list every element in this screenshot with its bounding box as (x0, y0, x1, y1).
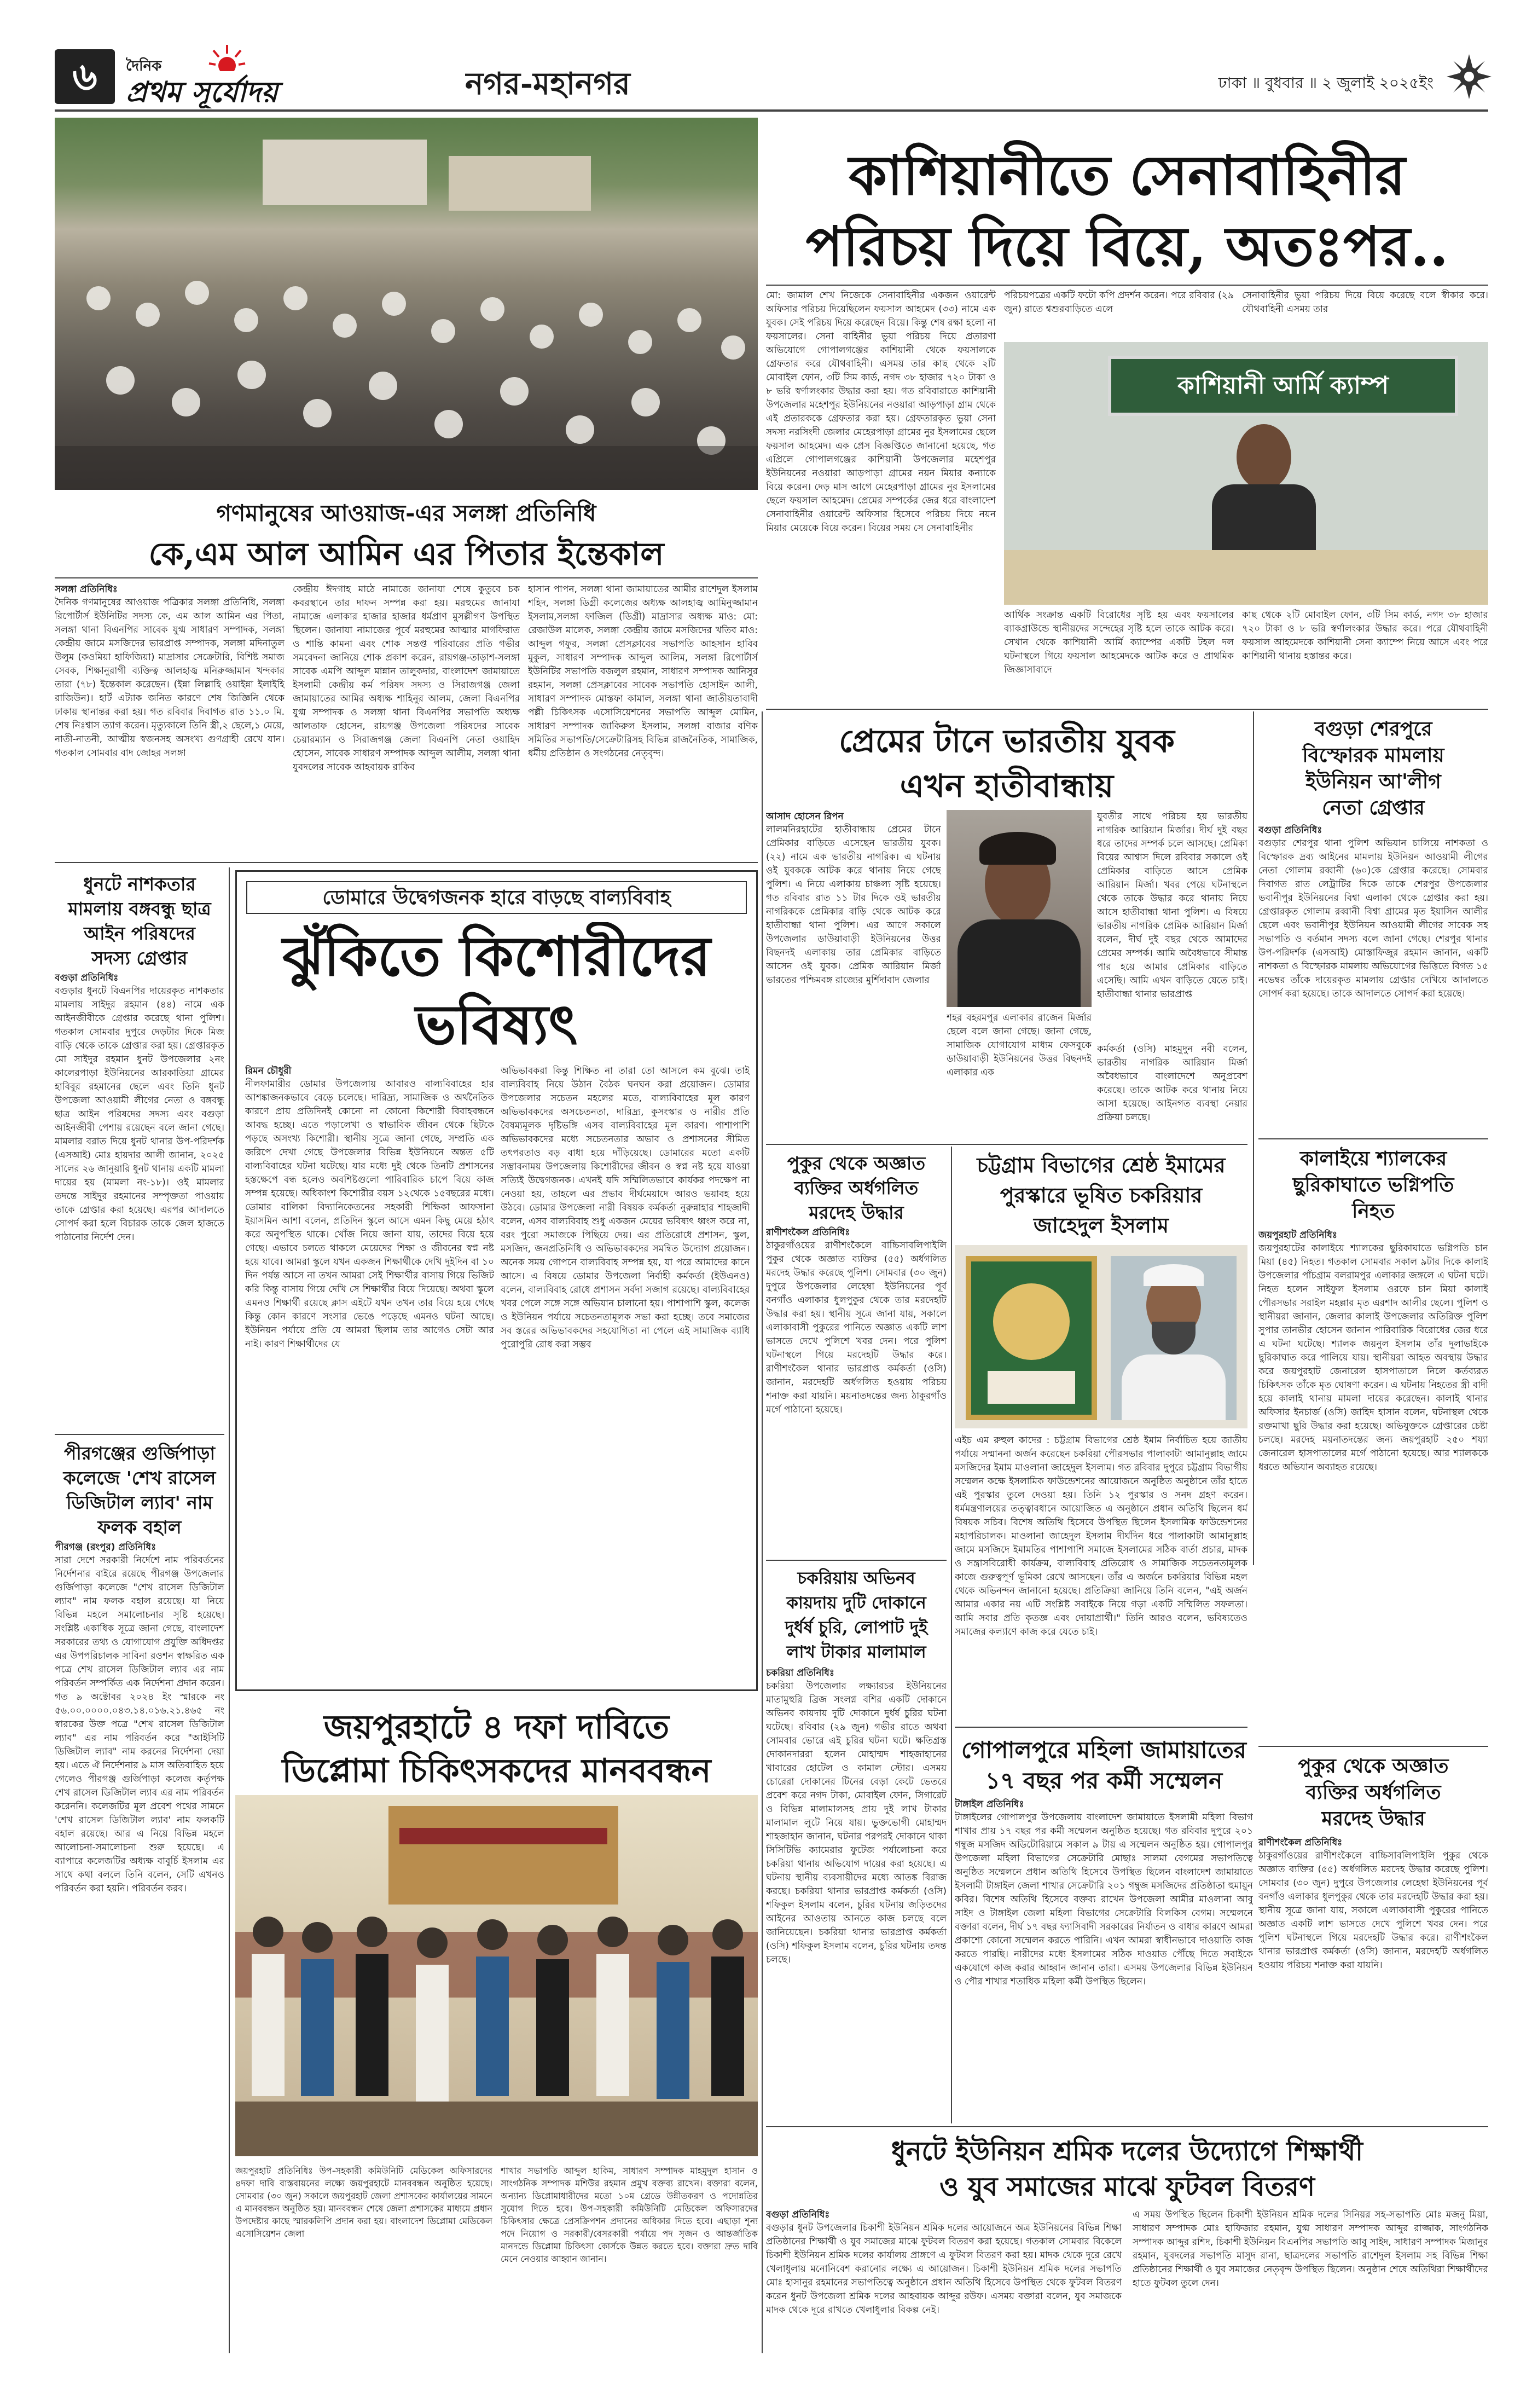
funeral-col1 (55, 583, 285, 856)
imam-portrait (1111, 1256, 1237, 1420)
indian-youth-text-2: যুবতীর সাথে পরিচয় হয় ভারতীয় নাগরিক আরিয়ান মির্জার। দীর্ঘ দুই বছর ধরে তাদের সম্পর্ক চলে আসছে। প্রেমিকা বিয়ের আশ্বাস দিলে রবিবার সকালে ওই প্রেমিকার বাড়িতে আসে প্রেমিক আরিয়ান মির্জা। খবর পেয়ে ঘটনাস্থলে থেকে তাকে উদ্ধার করে থানায় নিয়ে আসে হাতীবান্ধা থানা পুলিশ। এ বিষয়ে ভারতীয় নাগরিক প্রেমিক আরিয়ান মির্জা বলেন, দীর্ঘ দুই বছর থেকে আমাদের প্রেমের সম্পর্ক। আমি অবৈধভাবে সীমান্ত পার হয়ে আমার প্রেমিকার বাড়িতে এসেছি। আমি এখন বাড়িতে যেতে চাই। হাতীবান্ধা থানার ভারপ্রাপ্ত (1097, 811, 1247, 1000)
sherpur-text: বগুড়ার শেরপুর থানা পুলিশ অভিযান চালিয়ে নাশকতা ও বিস্ফোরক দ্রব্য আইনের মামলায় ইউনিয়ন আওয়ামী লীগের নেতা গোলাম রব্বানী (৬০)কে গ্রেপ্তার করেছে। সোমবার দিবাগত রাত লেট্রাটির দিকে তাকে শেরপুর উপজেলার ভবানীপুর ইউনিয়নের বিশ্বা এলাকা থেকে গ্রেপ্তার করা হয়। গ্রেপ্তারকৃত গোলাম রব্বানী বিশ্বা গ্রামের মৃত ইয়াসিন আলীর ছেলে এবং ভবানীপুর ইউনিয়ন আওয়ামী লীগের সাবেক সহ সভাপতি ও বর্তমান সদস্য বলে জানা গেছে। শেরপুর থানার উপ-পরিদর্শক (এসআই) মোস্তাফিজুর রহমান জানান, একটি নাশকতা ও বিস্ফোরক মামলায় অভিযোগের ভিত্তিতে বিগত ১৫ নভেম্বর তাঁকে দায়েরকৃত মামলায় গ্রেপ্তার দেখিয়ে আদালতে সোপর্দ করা হয়েছে। তাকে আদালতে সোপর্দ করা হয়েছে। (1258, 838, 1488, 999)
ornament-icon (1444, 52, 1494, 101)
pond-title-2: ব্যক্তির অর্ধগলিত (794, 1177, 919, 1199)
funeral-text-1: দৈনিক গণমানুষের আওয়াজ পত্রিকার সলঙ্গা প্রতিনিধি, সলঙ্গা রিপোর্টার্স ইউনিটির সদস্য কে, এম আল আমিন এর পিতা, সলঙ্গা থানা বিএনপির সাবেক যুগ্ম সাধারণ সম্পাদক, সলঙ্গা কেন্দ্রীয় জামে মসজিদের ভারপ্রাপ্ত সম্পাদক, সলঙ্গা মদিনাতুল উলুম (কওমিয়া হাফিজিয়া) মাদ্রাসার সেক্রেটারি, বিশিষ্ট সমাজ সেবক, শিক্ষানুরাগী ব্যক্তিত্ব আলহাজ্ব মনিরুজ্জামান খন্দকার তারা (৭৮) ইন্তেকাল করেছেন। (ইন্না লিল্লাহি ওয়াইন্না ইলাইহি রাজিউন)। হার্ট এট্যাক জনিত কারণে শেষ জিজ্ঞিনি থেকে ঢাকায় স্থানান্তর করা হয়। গত রবিবার দিবাগত রাত ১১.০ মি. শেষ নিঃশ্বাস ত্যাগ করেন। মৃত্যুকালে তিনি স্ত্রী,২ ছেলে,১ মেয়ে, নাতী-নাতনী, আত্মীয় স্বজনসহ অসংখ্য গুণগ্রাহী রেখে যান। গতকাল সোমবার বাদ জোহর সলঙ্গা (55, 597, 285, 759)
theft-title-1: চকরিয়ায় অভিনব (797, 1568, 915, 1588)
dhunot-body (55, 971, 224, 1428)
kashiani-col5 (1242, 609, 1488, 707)
kashiani-text-1: মো: জামাল শেখ নিজেকে সেনাবাহিনীর একজন ওয়ারেন্ট অফিসার পরিচয় দিয়েছিলেন ফয়সাল আহমেদ (৩৩) নামে এক যুবক। সেই পরিচয় দিয়ে করেছেন বিয়ে। কিন্তু শেষ রক্ষা হলো না ফয়সালের। সেনা বাহিনীর ভুয়া পরিচয় দিয়ে প্রতারণা অভিযোগে গোপালগঞ্জের কাশিয়ানী থেকে ফয়সালকে গ্রেফতার করে যৌথবাহিনী। এসময় তার কাছ থেকে ২টি মোবাইল ফোন, ৩টি সিম কার্ড, নগদ ৩৮ হাজার ৭২০ টাকা ও ৮ ভরি স্বর্ণালংকার উদ্ধার করা হয়। গত রবিবারাতে কাশিয়ানী উপজেলার মহেশপুর ইউনিয়নের নওয়ারা আড়পাড়া গ্রাম থেকে এই প্রতারককে গ্রেফতার করা হয়। গ্রেফতারকৃত ভুয়া সেনা সদস্য নরসিংদী জেলার মেহেরপাড়া গ্রামের নুর ইসলামের ছেলে ফয়সাল আহমেদ। এক প্রেস বিজ্ঞপ্তিতে জানানো হয়েছে, গত এপ্রিলে গোপালগঞ্জের কাশিয়ানী উপজেলার মহেশপুর ইউনিয়নের নওয়ারা আড়পাড়া গ্রামের নয়ন মিয়ার কন্যাকে বিয়ে করেন। দেড় মাস আগে মেহেরপাড়া গ্রামের নুর ইসলামের ছেলে ফয়সাল আহমেদ। প্রেমের সম্পর্কের জের ধরে বাংলাদেশ সেনাবাহিনীর ওয়ারেন্ট অফিসার হিসেবে পরিচয় দিয়ে নয়ন মিয়ার মেয়েকে বিয়ে করেন। বিয়ের সময় সে সেনাবাহিনীর (766, 290, 996, 534)
football-byline: বগুড়া প্রতিনিধিঃ (766, 2209, 830, 2220)
army-camp-photo (1004, 342, 1488, 605)
pirganj-title-2: কলেজে 'শেখ রাসেল (63, 1467, 216, 1489)
football-col2 (1133, 2208, 1488, 2353)
joypurhat-caption-1 (235, 2164, 492, 2353)
pond-title-3: মরদেহ উদ্ধার (809, 1202, 904, 1223)
logo-text: প্রথম সূর্যোদয় (126, 76, 278, 108)
football-col1 (766, 2208, 1122, 2353)
theft-byline: চকরিয়া প্রতিনিধিঃ (766, 1668, 834, 1678)
joypurhat-title-2: ডিপ্লোমা চিকিৎসকদের মানববন্ধন (282, 1752, 711, 1790)
kashiani-col2 (1004, 289, 1234, 338)
divider (1258, 1746, 1488, 1747)
kashiani-col3 (1242, 289, 1488, 338)
indian-youth-col3 (1097, 1043, 1247, 1138)
theft-title-3: দুর্ধর্ষ চুরি, লোপাট দুই (785, 1618, 928, 1637)
sherpur-title-2: বিস্ফোরক মামলায় (1302, 744, 1444, 767)
pond-right-body (1258, 1836, 1488, 2121)
indian-youth-col1 (766, 810, 941, 1138)
army-camp-sign: কাশিয়ানী আর্মি ক্যাম্প (1108, 356, 1458, 416)
pirganj-byline: পীরগঞ্জ (রংপুর) প্রতিনিধিঃ (55, 1542, 156, 1553)
indian-youth-title-line1: প্রেমের টানে ভারতীয় যুবক (839, 722, 1175, 760)
pond-right-title-3: মরদেহ উদ্ধার (1321, 1807, 1425, 1830)
indian-youth-text-1b: শহর বহরমপুর এলাকার রাজেন মির্জার ছেলে বলে জানা গেছে। জানা গেছে, সামাজিক যোগাযোগ মাধ্যম ফেসবুকে ডাউয়াবাড়ী ইউনিয়নের উত্তর বিছনদই এলাকার এক (947, 1012, 1092, 1078)
sherpur-title-3: ইউনিয়ন আ'লীগ (1305, 770, 1441, 793)
divider (766, 285, 1488, 286)
imam-title-1: চট্টগ্রাম বিভাগের শ্রেষ্ঠ ইমামের (977, 1153, 1226, 1177)
pirganj-text: সারা দেশে সরকারী নির্দেশে নাম পরিবর্তনের নির্দেশনার বাইরে রয়েছে পীরগঞ্জ উপজেলার গুর্জিপাড়া কলেজে "শেখ রাসেল ডিজিটাল ল্যাব" নাম ফলক বহাল রয়েছে। যা নিয়ে বিভিন্ন মহলে সমালোচনার সৃষ্টি হয়েছে। সংশ্লিষ্ট একাধিক সূত্রে জানা গেছে, বাংলাদেশ সরকারের তথ্য ও যোগাযোগ প্রযুক্তি অধিদপ্তর এর উপপরিচালক সাবিনা রওশন স্বাক্ষরিত এক পত্রে শেখ রাসেল ডিজিটাল ল্যাব এর নাম পরিবর্তন সম্পর্কিত এক নির্দেশনা প্রদান করেন। গত ৯ অক্টোবর ২০২৪ ইং স্মারকে নং ৫৬.০০.০০০০.০৪৩.১৪.০১৬.২১.৪৬৫ নং স্বারকের উক্ত পত্রে "শেখ রাসেল ডিজিটাল ল্যাব" এর নাম পরিবর্তন করে "আইসিটি ডিজিটাল ল্যাব" নাম করনের নির্দেশনা দেয়া হয়। এতে ঐ নির্দেশনার ৯ মাস অতিবাহিত হয়ে গেলেও পীরগঞ্জ গুর্জিপাড়া কলেজ কর্তৃপক্ষ শেখ রাসেল ডিজিটাল ল্যাব এর নাম পরিবর্তন করেননি। কলেজটির মূল প্রবেশ পথের সামনে 'শেখ রাসেল ডিজিটাল ল্যাব' নাম ফলকটি বহাল রয়েছে। আর এ নিয়ে বিভিন্ন মহলে আলোচনা-সমালোচনা শুরু হয়েছে। এ ব্যাপারে কলেজটির অধ্যক্ষ বাবুর্চি ইসলাম এর সাথে কথা বললে তিনি বলেন, সেটি এখনও পরিবর্তন করা হয়নি। পরিবর্তন করব। (55, 1555, 224, 1894)
child-marriage-title-1: ঝুঁকিতে কিশোরীদের (282, 924, 711, 988)
pirganj-title-1: পীরগঞ্জের গুর্জিপাড়া (63, 1443, 216, 1464)
child-marriage-text-1: নীলফামারীর ডোমার উপজেলায় আবারও বাল্যবিবাহের হার আশঙ্কাজনকভাবে বেড়ে চলেছে। দারিদ্র্য, সামাজিক ও অর্থনৈতিক কারণে প্রায় প্রতিদিনই কোনো না কোনো কিশোরী বিবাহবন্ধনে আবদ্ধ হচ্ছে। এতে পড়ালেখা ও স্বাভাবিক জীবন থেকে ছিটকে পড়ছে অসংখ্য কিশোরী। স্থানীয় সূত্রে জানা গেছে, সম্প্রতি এক জরিপে দেখা গেছে উপজেলার বিভিন্ন ইউনিয়নে অন্তত ৫টি বাল্যবিবাহের ঘটনা ঘটেছে। যার মধ্যে দুই থেকে তিনটি প্রশাসনের হস্তক্ষেপে বন্ধ হলেও অবশিষ্টগুলো পারিবারিক চাপে বিয়ে কাজ সম্পন্ন হয়েছে। অধিকাংশ কিশোরীর বয়স ১২থেকে ১৫বছরের মধ্যে। ডোমার বালিকা বিদ্যানিকেতনের সহকারী শিক্ষিকা আফসানা ইয়াসমিন আশা বলেন, প্রতিদিন স্কুলে আসে এমন কিছু মেয়ে হঠাৎ করে অনুপস্থিত থাকে। খোঁজ নিয়ে জানা যায়, তাদের বিয়ে হয়ে গেছে। এভাবে চলতে থাকলে মেয়েদের শিক্ষা ও জীবনের স্বপ্ন নষ্ট হয়ে যাবে। আমরা স্কুলে যখন একজন শিক্ষার্থীকে দেখি দুইদিন বা ১০ দিন পর্যন্ত আসে না তখন আমরা সেই শিক্ষার্থীর বাসায় গিয়ে ভিজিট করি কিন্তু বাসায় গিয়ে দেখি সে শিক্ষার্থীর বিয়ে দিয়েছে। অথবা স্কুলে এমনও শিক্ষার্থী রয়েছে ক্লাস এইটে যখন তখন তার বিয়ে হয়ে গেছে কিন্তু কোন কারণে সংসার ভেঙে পড়েছে এমনও ঘটনা আছে। ইউনিয়ন পর্যায়ে প্রতি যে আমরা ছিলাম তার আগেও সেটা আর নাই। কারণ শিক্ষার্থীদের যে (245, 1079, 494, 1350)
dhunot-title-2: মামলায় বঙ্গবন্ধু ছাত্র (68, 898, 211, 919)
award-plaque (966, 1256, 1097, 1420)
divider (229, 867, 230, 2353)
indian-youth-text-3: কর্মকর্তা (ওসি) মাহমুদুন নবী বলেন, ভারতীয় নাগরিক আরিয়ান মির্জা অবৈধভাবে বাংলাদেশে অনুপ্রবেশ করেছে। তাকে আটক করে থানায় নিয়ে আসা হয়েছে। আইনগত ব্যবস্থা নেয়ার প্রক্রিয়া চলছে। (1097, 1044, 1247, 1123)
dhunot-text: বগুড়ার ধুনটে বিএনপির দায়েরকৃত নাশকতার মামলায় সাইদুর রহমান (৪৪) নামে এক আইনজীবীকে গ্রেপ্তার করেছে থানা পুলিশ। গতকাল সোমবার দুপুরে দেড়টার দিকে মিজ বাড়ি থেকে তাকে গ্রেপ্তার করা হয়। গ্রেপ্তারকৃত মো সাইদুর রহমান ধুনট উপজেলার ২নং কালেরপাড়া ইউনিয়নের আরকাতিয়া গ্রামের হাবিবুর রহমানের ছেলে এবং তিনি ধুনট উপজেলা আওয়ামী লীগের নেতা ও বঙ্গবন্ধু ছাত্র আইন পরিষদের সদস্য এবং বগুড়া আইনজীবী পেশায় রয়েছেন বলে জানা গেছে। মামলার বরাত দিয়ে ধুনট থানার উপ-পরিদর্শক (এসআই) মোঃ হায়দার আলী জানান, ২০২৫ সালের ২৬ জানুয়ারি ধুনট থানায় একটি মামলা দায়ের হয় (মামলা নং-১৮)। ওই মামলার তদন্তে সাইদুর রহমানের সম্পৃক্ততা পাওয়ায় তাকে গ্রেপ্তার করা হয়েছে। এরপর আদালতে সোপর্দ করা হলে বিচারক তাকে জেল হাজতে পাঠানোর নির্দেশ দেন। (55, 986, 224, 1243)
kalai-title-1: কালাইয়ে শ্যালকের (1299, 1147, 1447, 1170)
joypurhat-caption-text-2: শাখার সভাপতি আব্দুল হাকিম, সাধারণ সম্পাদক মাহমুদুল হাসান ও সাংগঠনিক সম্পাদক মশিউর রহমান প্রমুখ বক্তব্য রাখেন। বক্তারা বলেন, অন্যান্য ডিপ্লোমাধারীদের মতো ১০ম গ্রেডে উন্নীতকরণ ও পদোন্নতির সুযোগ দিতে হবে। উপ-সহকারী কমিউনিটি মেডিকেল অফিসারদের চিকিৎসার ক্ষেত্রে প্রেসক্রিপশন প্রদানের অধিকার দিতে হবে। এছাড়া শূন্য পদে নিয়োগ ও সরকারী/বেসরকারী পর্যায়ে পদ সৃজন ও আন্তর্জাতিক মানদন্ডে ডিপ্লোমা চিকিৎসা কোর্সকে উন্নত করতে হবে। বক্তারা দ্রুত দাবি মেনে নেওয়ার আহ্বান জানান। (501, 2166, 758, 2264)
indian-youth-text-1: লালমনিরহাটের হাতীবান্ধায় প্রেমের টানে প্রেমিকার বাড়িতে এসেছেন ভারতীয় যুবক। (২২) নামে এক ভারতীয় নাগরিক। এ ঘটনায় ওই যুবককে আটক করে থানায় নিয়ে গেছে পুলিশ। এ নিয়ে এলাকায় চাঞ্চল্য সৃষ্টি হয়েছে। গত রবিবার রাত ১১ টার দিকে ওই ভারতীয় নাগরিককে প্রেমিকার বাড়ি থেকে আটক করে হাতীবান্ধা থানা পুলিশ। এর আগে সকালে উপজেলার ডাউয়াবাড়ী ইউনিয়নের উত্তর বিছনদই এলাকায় তার প্রেমিকার বাড়িতে আসেন ওই যুবক। প্রেমিক আরিয়ান মির্জা ভারতের পশ্চিমবঙ্গ রাজ্যের মুর্শিদাবাদ জেলার (766, 824, 941, 986)
human-chain-photo (235, 1795, 758, 2156)
seized-items-table (1004, 550, 1488, 605)
newspaper-logo (126, 44, 427, 109)
child-marriage-title-2: ভবিষ্যৎ (415, 992, 578, 1057)
section-title: নগর-মহানগর (465, 66, 630, 102)
pirganj-title-3: ডিজিটাল ল্যাব' নাম (66, 1492, 213, 1513)
funeral-byline: সলঙ্গা প্রতিনিধিঃ (55, 584, 118, 595)
kashiani-title-line2: পরিচয় দিয়ে বিয়ে, অতঃপর.. (805, 214, 1449, 279)
indian-youth-byline: আসাদ হোসেন রিপন (766, 811, 844, 822)
divider (55, 577, 758, 578)
football-title-1: ধুনটে ইউনিয়ন শ্রমিক দলের উদ্যোগে শিক্ষার্থী (891, 2136, 1363, 2167)
child-marriage-text-2: অভিভাবকরা কিন্তু শিক্ষিত না তারা তো আসলে কম বুঝে। তাই বাল্যবিবাহ নিয়ে উঠান বৈঠক ঘনঘন করা প্রয়োজন। ডোমার উপজেলার সচেতন মহলের মতে, বাল্যবিবাহের মূল কারণ অভিভাবকদের অসচেতনতা, দারিদ্র্য, কুসংস্কার ও নারীর প্রতি বৈষম্যমূলক দৃষ্টিভঙ্গি এসব বাল্যবিবাহের মূল কারণ। পাশাপাশি অভিভাবকদের মধ্যে সচেতনতার অভাব ও প্রশাসনের সীমিত তৎপরতাও বড় বাধা হয়ে দাঁড়িয়েছে। ডোমারের মতো একটি সম্ভাবনাময় উপজেলায় কিশোরীদের জীবন ও স্বপ্ন নষ্ট হয়ে যাওয়া সত্যিই উদ্বেগজনক। এখনই যদি সম্মিলিতভাবে কার্যকর পদক্ষেপ না নেওয়া হয়, তাহলে এর প্রভাব দীর্ঘমেয়াদে আরও ভয়াবহ হয়ে উঠবে। ডোমার উপজেলা নারী বিষয়ক কর্মকর্তা নুরুন্নাহার শাহজাদী বলেন, এসব বাল্যবিবাহ শুধু একজন মেয়ের ভবিষ্যৎ ধ্বংস করে না, বরং পুরো সমাজকে পিছিয়ে দেয়। এর প্রতিরোধে প্রশাসন, স্কুল, মসজিদ, জনপ্রতিনিধি ও অভিভাবকদের সমন্বিত উদ্যোগ প্রয়োজন। অনেক সময় গোপনে বাল্যবিবাহ সম্পন্ন হয়, যা পরে আমাদের কানে আসে। এ বিষয়ে ডোমার উপজেলা নির্বাহী কর্মকর্তা (ইউএনও) বলেন, বাল্যবিবাহ রোধে প্রশাসন সর্বদা সজাগ রয়েছে। বাল্যবিবাহের খবর পেলে সঙ্গে সঙ্গে অভিযান চালানো হয়। পাশাপাশি স্কুল, কলেজ ও ইউনিয়ন পর্যায়ে সচেতনতামূলক সভা করা হচ্ছে। তবে সমাজের সব স্তরের অভিভাবকদের সহযোগিতা না পেলে এই সামাজিক ব্যাধি পুরোপুরি রোধ করা সম্ভব (501, 1066, 750, 1350)
kashiani-col4 (1004, 609, 1234, 707)
indian-youth-col1b (947, 1011, 1092, 1137)
child-marriage-kicker: ডোমারে উদ্বেগজনক হারে বাড়ছে বাল্যবিবাহ (246, 881, 747, 914)
dhunot-title-4: সদস্য গ্রেপ্তার (91, 947, 188, 969)
child-marriage-col1 (245, 1064, 494, 1686)
pond-right-byline: রাণীশংকৈল প্রতিনিধিঃ (1258, 1837, 1343, 1848)
pond-right-text: ঠাকুরগাঁওয়ের রাণীশংকৈলে বাচ্চিসাবলিপাইলি পুকুর থেকে অজ্ঞাত ব্যক্তির (৫৫) অর্ধগলিত মরদেহ উদ্ধার করেছে পুলিশ। সোমবার (৩০ জুন) দুপুরে উপজেলার লেহেম্বা ইউনিয়নের পূর্ব বনগাঁও এলাকার ধুলপুকুর থেকে তার মরদেহটি উদ্ধার করা হয়। স্থানীয় সূত্রে জানা যায়, সকালে এলাকাবাসী পুকুরের পানিতে অজ্ঞাত একটি লাশ ভাসতে দেখে পুলিশে খবর দেন। পরে পুলিশ ঘটনাস্থলে গিয়ে মরদেহটি উদ্ধার করে। রাণীশংকৈল থানার ভারপ্রাপ্ত কর্মকর্তা (ওসি) জানান, মরদেহটি অর্ধগলিত হওয়ায় পরিচয় শনাক্ত করা যায়নি। (1258, 1850, 1488, 1971)
gopalpur-body (955, 1798, 1253, 2123)
football-title-2: ও যুব সমাজের মাঝে ফুটবল বিতরণ (939, 2172, 1315, 2202)
funeral-col3 (528, 583, 758, 856)
funeral-text-2: কেন্দ্রীয় ঈদগাহ মাঠে নামাজে জানাযা শেষে কুতুবে চক কবরস্থানে তার দাফন সম্পন্ন করা হয়। মরহুমের জানাযা নামাজে এলাকার হাজার হাজার ধর্মপ্রাণ মুসল্লীগণ উপস্থিত ছিলেন। জানাযা নামাজের পূর্বে মরহুমের আত্মার মাগফিরাত ও শান্তি কামনা এবং শোক সন্তপ্ত পরিবারের প্রতি গভীর সমবেদনা জানিয়ে শোক প্রকাশ করেন, রায়গঞ্জ-তাড়াশ-সলঙ্গা সাবেক এমপি আব্দুল মান্নান তালুকদার, বাংলাদেশ জামায়াতে ইসলামী কেন্দ্রীয় কর্ম পরিষদ সদস্য ও সিরাজগঞ্জ জেলা জামায়াতের আমির অধ্যক্ষ শাহিনুর আলম, জেলা বিএনপির যুগ্ম সম্পাদক ও সলঙ্গা থানা বিএনপির সভাপতি অধ্যক্ষ আলতাফ হোসেন, রায়গঞ্জ উপজেলা পরিষদের সাবেক চেয়ারম্যান ও সিরাজগঞ্জ জেলা বিএনপি নেতা ওয়াহিদ হোসেন, সাবেক সাধারণ সম্পাদক আব্দুল আলীম, সলঙ্গা থানা যুবদলের সাবেক আহবায়ক রাকিব (293, 584, 520, 773)
divider (762, 711, 763, 2353)
kalai-title-3: নিহত (1352, 1200, 1395, 1223)
dateline: ঢাকা ॥ বুধবার ॥ ২ জুলাই ২০২৫ইং (1218, 74, 1434, 92)
funeral-title-line2: কে,এম আল আমিন এর পিতার ইন্তেকাল (148, 535, 664, 572)
sherpur-byline: বগুড়া প্রতিনিধিঃ (1258, 825, 1322, 836)
joypurhat-title-1: জয়পুরহাটে ৪ দফা দাবিতে (323, 1708, 670, 1746)
theft-text: চকরিয়া উপজেলার লক্ষ্যারচর ইউনিয়নের মাতামুহুরি ব্রিজ সংলগ্ন বশির একটি দোকানে অভিনব কায়দায় দুটি দোকানে দুর্ধর্ষ চুরির ঘটনা ঘটেছে। রবিবার (২৯ জুন) গভীর রাতে অথবা সোমবার ভোরে এই চুরির ঘটনা ঘটে। ক্ষতিগ্রস্ত দোকানদাররা হলেন মোহাম্মদ শাহজাহানের খাবারের হোটেল ও কামাল স্টোর। এসময় চোরেরা দোকানের টিনের বেড়া কেটে ভেতরে প্রবেশ করে নগদ টাকা, মোবাইল ফোন, সিগারেট ও বিভিন্ন মালামালসহ প্রায় দুই লাখ টাকার মালামাল লুটে নিয়ে যায়। ভুক্তভোগী মোহাম্মদ শাহজাহান জানান, ঘটনার পরপরই দোকানে থাকা সিসিটিভি ক্যামেরার ফুটেজ পর্যালোচনা করে চকরিয়া থানায় অভিযোগ দায়ের করা হয়েছে। এ ঘটনায় স্থানীয় ব্যবসায়ীদের মধ্যে আতঙ্ক বিরাজ করছে। চকরিয়া থানার ভারপ্রাপ্ত কর্মকর্তা (ওসি) শফিকুল ইসলাম বলেন, চুরির ঘটনায় জড়িতদের আইনের আওতায় আনতে কাজ চলছে বলে জানিয়েছেন। চকরিয়া থানার ভারপ্রাপ্ত কর্মকর্তা (ওসি) শফিকুল ইসলাম বলেন, চুরির ঘটনায় তদন্ত চলছে। (766, 1681, 947, 1965)
imam-title-3: জাহেদুল ইসলাম (1033, 1213, 1169, 1237)
imam-body (955, 1434, 1247, 1721)
indian-youth-col2 (1097, 810, 1247, 1040)
divider (955, 1727, 1247, 1728)
divider (766, 709, 1488, 710)
funeral-text-3: হাসান পাপন, সলঙ্গা থানা জামায়াতের আমীর রাশেদুল ইসলাম শহিদ, সলঙ্গা ডিগ্রী কলেজের অধ্যক্ষ আলহাজ্ব আমিনুজ্জামান ইসলাম,সলঙ্গা ফাজিল (ডিগ্রী) মাদ্রাসার অধ্যক্ষ মাও: মো: রেজাউল মালেক, সলঙ্গা কেন্দ্রীয় জামে মসজিদের খতিব মাও: আব্দুল গফুর, সলঙ্গা প্রেসক্লাবের সভাপতি আহসান হাবিব মুকুল, সাধারণ সম্পাদক আব্দুল আলিম, সলঙ্গা রিপোর্টার্স ইউনিটির সভাপতি বজলুল রহমান, সাধারণ সম্পাদক আনিসুর রহমান, সলঙ্গা প্রেসক্লাবের সাবেক সভাপতি হোসাইন আলী, সাধারণ সম্পাদক মোস্তফা কামাল, সলঙ্গা থানা জাতীয়তাবাদী পল্লী চিকিৎসক এসোসিয়েশনের সভাপতি আব্দুল মোমিন, সাধারণ সম্পাদক জাকিরুল ইসলাম, সলঙ্গা বাজার বণিক সমিতির সভাপতি/সেক্রেটারিসহ বিভিন্ন রাজনৈতিক, সামাজিক, ধর্মীয় প্রতিষ্ঠান ও সংগঠনের নেতৃবৃন্দ। (528, 584, 758, 759)
imam-title-2: পুরস্কারে ভূষিত চকরিয়ার (1000, 1183, 1203, 1207)
pirganj-body (55, 1541, 224, 2353)
gopalpur-title-1: গোপালপুরে মহিলা জামায়াতের (961, 1736, 1246, 1763)
kalai-byline: জয়পুরহাট প্রতিনিধিঃ (1258, 1230, 1337, 1241)
theft-title-2: কায়দায় দুটি দোকানে (786, 1593, 926, 1613)
dhunot-title-3: আইন পরিষদের (84, 923, 195, 944)
pond-right-title-2: ব্যক্তির অর্ধগলিত (1305, 1781, 1441, 1804)
joypurhat-caption-text-1: জয়পুরহাট প্রতিনিধিঃ উপ-সহকারী কমিউনিটি মেডিকেল অফিসারদের ৪দফা দাবি বাস্তবায়নের লক্ষ্যে জয়পুরহাটে মানববন্ধন অনুষ্ঠিত হয়েছে। সোমবার (৩০ জুন) সকালে জয়পুরহাট জেলা প্রশাসকের কার্যালয়ের সামনে এ মানববন্ধন অনুষ্ঠিত হয়। মানববন্ধন শেষে জেলা প্রশাসকের মাধ্যমে প্রধান উপদেষ্টার কাছে স্মারকলিপি প্রদান করা হয়। বাংলাদেশ ডিপ্লোমা মেডিকেল এসোসিয়েশন জেলা (235, 2166, 492, 2239)
dhunot-title-1: ধুনটে নাশকতার (83, 873, 196, 895)
sherpur-title-4: নেতা গ্রেপ্তার (1322, 796, 1425, 819)
divider (766, 2126, 1488, 2127)
joypurhat-caption-2 (501, 2164, 758, 2353)
sun-logo-icon (208, 44, 246, 71)
child-marriage-byline: রিমন চৌধুরী (245, 1066, 292, 1076)
gopalpur-title-2: ১৭ বছর পর কর্মী সম্মেলন (985, 1767, 1223, 1793)
pond-body (766, 1226, 947, 1554)
kashiani-text-5: কাছ থেকে ২টি মোবাইল ফোন, ৩টি সিম কার্ড, নগদ ৩৮ হাজার ৭২০ টাকা ও ৮ ভরি স্বর্ণালংকার উদ্ধার করে। পরে যৌথবাহিনী ফয়সাল আহমেদকে কাশিয়ানী সেনা ক্যাম্পে নিয়ে আসে এবং পরে কাশিয়ানী থানায় হস্তান্তর করে। (1242, 610, 1488, 662)
kalai-title-2: ছুরিকাঘাতে ভগ্নিপতি (1292, 1173, 1454, 1196)
kalai-text: জয়পুরহাটের কালাইয়ে শ্যালকের ছুরিকাঘাতে ভগ্নিপতি চান মিয়া (৪৫) নিহত। গতকাল সোমবার সকাল ৯টার দিকে কালাই উপজেলার পাঁচগ্রাম বলরামপুর এলাকার জঙ্গলে এ ঘটনা ঘটে। নিহত হলেন সাইফুল ইসলাম ওরফে চান মিয়া কালাই পৌরসভার সরাইল মহল্লার মৃত এরশাদ আলীর ছেলে। পুলিশ ও স্থানীয়রা জানান, জেলার কালাই উপজেলার অতিরিক্ত পুলিশ সুপার তানভীর হোসেন জানান পারিবারিক বিরোধের জের ধরে এ ঘটনা ঘটেছে। শ্যালক জয়নুল ইসলাম তাঁর দুলাভাইকে ছুরিকাঘাত করে পালিয়ে যায়। স্থানীয়রা আহত অবস্থায় উদ্ধার করে জয়পুরহাট জেনারেল হাসপাতালে নিলে কর্তব্যরত চিকিৎসক তাঁকে মৃত ঘোষণা করেন। এ ঘটনায় নিহতের স্ত্রী বাদী হয়ে কালাই থানায় মামলা দায়ের করেছেন। কালাই থানার অফিসার ইনচার্জ (ওসি) জাহিদ হাসান বলেন, ঘটনাস্থল থেকে রক্তমাখা ছুরি উদ্ধার করা হয়েছে। অভিযুক্তকে গ্রেপ্তারের চেষ্টা চলছে। মরদেহ ময়নাতদন্তের জন্য জয়পুরহাট ২৫০ শয্যা জেনারেল হাসপাতালের মর্গে পাঠানো হয়েছে। আর শ্যালককে ধরতে অভিযান অব্যাহত রয়েছে। (1258, 1243, 1488, 1473)
pirganj-title-4: ফলক বহাল (97, 1516, 182, 1538)
sherpur-title-1: বগুড়া শেরপুরে (1314, 717, 1432, 740)
indian-youth-title-line2: এখন হাতীবান্ধায় (900, 767, 1114, 804)
kashiani-text-4: আর্থিক সংক্রান্ত একটি বিরোধের সৃষ্টি হয় এবং ফয়সালের ব্যাকগ্রাউন্ডে স্থানীয়দের সন্দেহের সৃষ্টি হলে তাকে আটক করে। সেখান থেকে কাশিয়ানী আর্মি ক্যাম্পের একটি টহল দল ঘটনাস্থলে গিয়ে ফয়সাল আহমেদকে আটক করে ও প্রাথমিক জিজ্ঞাসাবাদে (1004, 610, 1234, 675)
gopalpur-byline: টাঙ্গাইল প্রতিনিধিঃ (955, 1799, 1024, 1810)
funeral-crowd-photo (55, 118, 758, 490)
imam-text: এইচ এম রুহুল কাদের : চট্টগ্রাম বিভাগের শ্রেষ্ঠ ইমাম নির্বাচিত হয়ে জাতীয় পর্যায়ে সম্মাননা অর্জন করেছেন চকরিয়া পৌরসভার পালাকাটা আমানুল্লাহ জামে মসজিদের ইমাম মাওলানা জাহেদুল ইসলাম। গত রবিবার দুপুরে চট্টগ্রাম বিভাগীয় সম্মেলন কক্ষে ইসলামিক ফাউন্ডেশনের আয়োজনে অনুষ্ঠিত অনুষ্ঠানে তাঁর হাতে এই পুরস্কার তুলে দেওয়া হয়। তিনি ১২ পুরস্কার ও সনদ গ্রহণ করেন। ধর্মমন্ত্রণালয়ের তত্ত্বাবধানে আয়োজিত এ অনুষ্ঠানে প্রধান অতিথি ছিলেন ধর্ম বিষয়ক সচিব। বিশেষ অতিথি হিসেবে উপস্থিত ছিলেন ইসলামিক ফাউন্ডেশনের মহাপরিচালক। মাওলানা জাহেদুল ইসলাম দীর্ঘদিন ধরে পালাকাটা আমানুল্লাহ জামে মসজিদে ইমামতির পাশাপাশি সমাজে ইসলামের সঠিক বার্তা প্রচার, মাদক ও সন্ত্রাসবিরোধী কার্যক্রম, বাল্যবিবাহ প্রতিরোধ ও সামাজিক সচেতনতামূলক কাজে গুরুত্বপূর্ণ ভূমিকা রেখে আসছেন। তাঁর এ অর্জনে চকরিয়ার বিভিন্ন মহল থেকে অভিনন্দন জানানো হয়েছে। প্রতিক্রিয়া জানিয়ে তিনি বলেন, "এই অর্জন আমার একার নয় এটি সংশ্লিষ্ট সবাইকে নিয়ে গড়া একটি সম্মিলিত সফলতা। আমি সবার প্রতি কৃতজ্ঞ এবং দোয়াপ্রার্থী।" তিনি আরও বলেন, ভবিষ্যতেও সমাজের কল্যাণে কাজ করে যেতে চাই। (955, 1435, 1247, 1637)
kashiani-text-3: সেনাবাহিনীর ভুয়া পরিচয় দিয়ে বিয়ে করেছে বলে স্বীকার করে। যৌথবাহিনী এসময় তার (1242, 290, 1488, 315)
funeral-col2 (293, 583, 520, 856)
theft-body (766, 1666, 947, 2123)
masthead-rule (55, 109, 1488, 112)
divider (1253, 711, 1254, 1565)
pond-byline: রাণীশংকৈল প্রতিনিধিঃ (766, 1227, 850, 1238)
child-marriage-col2 (501, 1064, 750, 1686)
football-text-1: বগুড়ার ধুনট উপজেলার চিকাশী ইউনিয়ন শ্রমিক দলের আয়োজনে অত্র ইউনিয়নের বিভিন্ন শিক্ষা প্রতিষ্ঠানের শিক্ষার্থী ও যুব সমাজের মাঝে ফুটবল বিতরণ করা হয়েছে। গতকাল সোমবার বিকেলে চিকাশী ইউনিয়ন শ্রমিক দলের কার্যালয় প্রাঙ্গণে এ ফুটবল বিতরণ করা হয়। মাদক থেকে দূরে রেখে খেলাধুলায় মনোনিবেশ করানোর লক্ষ্যে এ আয়োজন। চিকাশী ইউনিয়ন শ্রমিক দলের সভাপতি মোঃ হাসানুর রহমানের সভাপতিত্বে অনুষ্ঠানে প্রধান অতিথি হিসেবে উপস্থিত থেকে ফুটবল বিতরণ করেন ধুনট উপজেলা শ্রমিক দলের আহবায়ক আব্দুর রউফ। এসময় বক্তারা বলেন, যুব সমাজকে মাদক থেকে দূরে রাখতে খেলাধুলার বিকল্প নেই। (766, 2222, 1122, 2316)
kashiani-text-2: পরিচয়পত্রের একটি ফটো কপি প্রদর্শন করেন। পরে রবিবার (২৯ জুন) রাতে শ্বশুরবাড়িতে এলে (1004, 290, 1234, 315)
pond-right-title-1: পুকুর থেকে অজ্ঞাত (1298, 1755, 1449, 1778)
funeral-title-line1: গণমানুষের আওয়াজ-এর সলঙ্গা প্রতিনিধি (216, 500, 596, 526)
theft-title-4: লাখ টাকার মালামাল (786, 1642, 926, 1662)
kashiani-col1 (766, 289, 996, 705)
kalai-body (1258, 1229, 1488, 1740)
kashiani-title-line1: কাশিয়ানীতে সেনাবাহিনীর (849, 143, 1406, 207)
divider (766, 1560, 947, 1561)
divider (55, 862, 758, 863)
divider (55, 1434, 224, 1435)
masthead (0, 0, 1532, 115)
logo-small-text: দৈনিক (126, 58, 162, 72)
divider (1258, 1138, 1488, 1139)
football-text-2: এ সময় উপস্থিত ছিলেন চিকাশী ইউনিয়ন শ্রমিক দলের সিনিয়র সহ-সভাপতি মোঃ মজনু মিয়া, সাধারণ সম্পাদক মোঃ হাফিজার রহমান, যুগ্ম সাধারণ সম্পাদক আব্দুর রাজ্জাক, সাংগঠনিক সম্পাদক আব্দুর রশিদ, চিকাশী ইউনিয়ন বিএনপির সভাপতি আবু সাইদ, সাধারণ সম্পাদক মিজানুর রহমান, যুবদলের সভাপতি মাসুদ রানা, ছাত্রদলের সভাপতি রাশেদুল ইসলাম সহ বিভিন্ন শিক্ষা প্রতিষ্ঠানের শিক্ষার্থী ও যুব সমাজের নেতৃবৃন্দ উপস্থিত ছিলেন। অনুষ্ঠান শেষে অতিথিরা শিক্ষার্থীদের হাতে ফুটবল তুলে দেন। (1133, 2209, 1488, 2289)
pond-title-1: পুকুর থেকে অজ্ঞাত (787, 1153, 926, 1174)
sherpur-body (1258, 824, 1488, 1130)
gopalpur-text: টাঙ্গাইলের গোপালপুর উপজেলায় বাংলাদেশ জামায়াতে ইসলামী মহিলা বিভাগ শাখার প্রায় ১৭ বছর পর কর্মী সম্মেলন অনুষ্ঠিত হয়েছে। গত রবিবার দুপুরে ২০১ গম্বুজ মসজিদ অডিটোরিয়ামে সকাল ৯ টায় এ সম্মেলন অনুষ্ঠিত হয়। গোপালপুর উপজেলা মহিলা বিভাগের সেক্রেটারি মোছাঃ সালমা বেগমের সভাপতিত্বে অনুষ্ঠিত সম্মেলনে প্রধান অতিথি হিসেবে উপস্থিত ছিলেন বাংলাদেশ জামায়াতে ইসলামী টাঙ্গাইল জেলা শাখার সেক্রেটারি ২০১ গম্বুজ মসজিদের প্রতিষ্ঠাতা হুমায়ুন কবির। বিশেষ অতিথি হিসেবে বক্তব্য রাখেন উপজেলা আমীর মাওলানা আবু সাইদ ও টাঙ্গাইল জেলা মহিলা বিভাগের সেক্রেটারি বিলকিস বেগম। সম্মেলনে বক্তারা বলেন, দীর্ঘ ১৭ বছর ফ্যাসিবাদী সরকারের নির্যাতন ও বাধার কারণে আমরা প্রকাশ্যে কোনো সম্মেলন করতে পারিনি। এখন আমরা স্বাধীনভাবে দাওয়াতি কাজ করতে পারছি। নারীদের মধ্যে ইসলামের সঠিক দাওয়াত পৌঁছে দিতে সবাইকে একযোগে কাজ করার আহ্বান জানান তারা। এসময় উপজেলার বিভিন্ন ইউনিয়ন ও পৌর শাখার শতাধিক মহিলা কর্মী উপস্থিত ছিলেন। (955, 1812, 1253, 1987)
dhunot-byline: বগুড়া প্রতিনিধিঃ (55, 973, 119, 983)
indian-youth-photo (947, 810, 1092, 1007)
divider (766, 1144, 1247, 1145)
pond-text: ঠাকুরগাঁওয়ের রাণীশংকৈলে বাচ্চিসাবলিপাইলি পুকুর থেকে অজ্ঞাত ব্যক্তির (৫৫) অর্ধগলিত মরদেহ উদ্ধার করেছে পুলিশ। সোমবার (৩০ জুন) দুপুরে উপজেলার লেহেম্বা ইউনিয়নের পূর্ব বনগাঁও এলাকার ধুলপুকুর থেকে তার মরদেহটি উদ্ধার করা হয়। স্থানীয় সূত্রে জানা যায়, সকালে এলাকাবাসী পুকুরের পানিতে অজ্ঞাত একটি লাশ ভাসতে দেখে পুলিশে খবর দেন। পরে পুলিশ ঘটনাস্থলে গিয়ে মরদেহটি উদ্ধার করে। রাণীশংকৈল থানার ভারপ্রাপ্ত কর্মকর্তা (ওসি) জানান, মরদেহটি অর্ধগলিত হওয়ায় পরিচয় শনাক্ত করা যায়নি। ময়নাতদন্তের জন্য ঠাকুরগাঁও মর্গে পাঠানো হয়েছে। (766, 1240, 947, 1415)
page-number: ৬ (55, 49, 115, 104)
divider (951, 1147, 952, 2123)
imam-award-photo (955, 1245, 1247, 1428)
